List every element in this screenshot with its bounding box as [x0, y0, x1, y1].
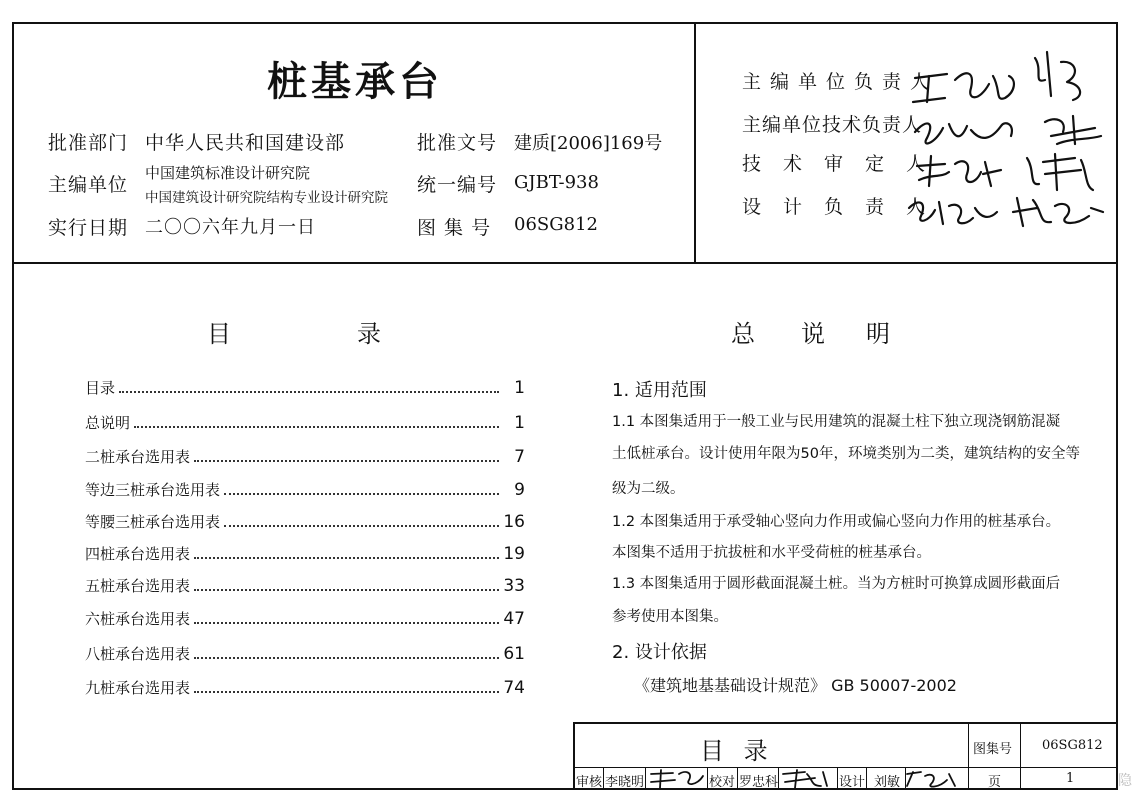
toc-heading-char-2: 录 — [357, 320, 381, 348]
toc-leader-dots — [194, 691, 499, 693]
effective-date-label: 实行日期 — [48, 217, 129, 239]
atlas-no-label: 图 集 号 — [417, 217, 492, 239]
page-label: 页 — [988, 775, 1002, 790]
unified-no-value: GJBT-938 — [514, 172, 599, 193]
title-block-signatures — [645, 768, 970, 790]
toc-item-page: 47 — [503, 609, 525, 629]
check-label: 校对 — [709, 775, 736, 790]
chief-editor-value-1: 中国建筑标准设计研究院 — [145, 164, 311, 182]
toc-item[interactable] — [85, 409, 525, 433]
reference-standard: 《建筑地基基础设计规范》 GB 50007-2002 — [634, 676, 957, 695]
toc-item[interactable] — [85, 476, 525, 500]
toc-leader-dots — [194, 460, 499, 462]
general-heading-char-2: 说 — [801, 320, 825, 348]
unified-no-label: 统一编号 — [417, 174, 498, 196]
toc-item-page: 9 — [514, 480, 525, 500]
title-block-title: 目 录 — [700, 737, 774, 765]
atlas-title: 桩基承台 — [267, 59, 443, 105]
toc-item[interactable] — [85, 443, 525, 467]
title-block-top — [573, 722, 1118, 724]
para-1-2-line-2: 本图集不适用于抗拔桩和水平受荷桩的桩基承台。 — [612, 545, 931, 561]
toc-heading-char-1: 目 — [207, 320, 231, 348]
toc-leader-dots — [224, 525, 499, 527]
toc-item-label: 四桩承台选用表 — [85, 545, 191, 563]
tb-sep — [603, 767, 604, 790]
signatures — [905, 40, 1115, 230]
toc-item-page: 1 — [514, 413, 525, 433]
design-label: 设计 — [839, 775, 866, 790]
toc-item-page: 19 — [503, 544, 525, 564]
check-name: 罗忠科 — [739, 775, 779, 790]
title-block-left — [573, 722, 575, 790]
corner-mark: 隐 — [1118, 773, 1132, 789]
para-1-3-line-1: 1.3 本图集适用于圆形截面混凝土桩。当为方桩时可换算成圆形截面后 — [612, 576, 1061, 592]
toc-item-page: 7 — [514, 447, 525, 467]
signature-unit-head — [913, 52, 1080, 102]
unit-head-label: 主编单位负责人 — [742, 71, 939, 93]
header-vertical-divider — [694, 22, 696, 263]
signature-tech-review — [917, 154, 1093, 190]
toc-item-page: 33 — [503, 576, 525, 596]
toc-item-label: 等腰三桩承台选用表 — [85, 513, 221, 531]
approval-doc-label: 批准文号 — [417, 132, 498, 154]
toc-item-page: 61 — [503, 644, 525, 664]
signature-tech-head — [915, 116, 1101, 144]
atlas-label: 图集号 — [973, 742, 1013, 757]
approval-doc-value: 建质[2006]169号 — [514, 133, 663, 154]
toc-item-label: 目录 — [85, 379, 116, 397]
tech-head-label: 主编单位技术负责人 — [742, 114, 923, 136]
page-value: 1 — [1066, 771, 1075, 786]
section-2-title: 2. 设计依据 — [612, 642, 707, 663]
toc-item-label: 六桩承台选用表 — [85, 610, 191, 628]
atlas-no-value: 06SG812 — [514, 214, 598, 235]
toc-item[interactable] — [85, 508, 525, 532]
toc-leader-dots — [194, 622, 499, 624]
general-heading-char-1: 总 — [731, 320, 755, 348]
toc-leader-dots — [194, 557, 499, 559]
chief-editor-value-2: 中国建筑设计研究院结构专业设计研究院 — [145, 190, 388, 206]
para-1-1-line-2: 土低桩承台。设计使用年限为50年，环境类别为二类，建筑结构的安全等 — [612, 446, 1080, 462]
toc-item[interactable] — [85, 674, 525, 698]
design-name: 刘敏 — [874, 775, 901, 790]
toc-item-label: 五桩承台选用表 — [85, 577, 191, 595]
title-block-divider-2 — [1020, 722, 1021, 790]
atlas-value: 06SG812 — [1042, 738, 1103, 753]
toc-item-label: 九桩承台选用表 — [85, 679, 191, 697]
toc-item-page: 74 — [503, 678, 525, 698]
signature-design-head — [909, 198, 1103, 226]
header-divider — [12, 262, 1118, 264]
toc-item-label: 等边三桩承台选用表 — [85, 481, 221, 499]
toc-leader-dots — [224, 493, 499, 495]
toc-leader-dots — [134, 426, 499, 428]
section-1-title: 1. 适用范围 — [612, 380, 707, 401]
toc-item[interactable] — [85, 572, 525, 596]
para-1-3-line-2: 参考使用本图集。 — [612, 609, 728, 625]
toc-item[interactable] — [85, 540, 525, 564]
approval-dept-label: 批准部门 — [48, 132, 129, 154]
para-1-1-line-3: 级为二级。 — [612, 481, 685, 497]
toc-item-label: 八桩承台选用表 — [85, 645, 191, 663]
toc-item[interactable] — [85, 374, 525, 398]
toc-item-page: 16 — [503, 512, 525, 532]
toc-item-label: 总说明 — [85, 414, 131, 432]
review-label: 审核 — [576, 775, 603, 790]
effective-date-value: 二〇〇六年九月一日 — [145, 217, 316, 238]
approval-dept-value: 中华人民共和国建设部 — [145, 132, 346, 154]
toc-leader-dots — [194, 589, 499, 591]
general-heading-char-3: 明 — [866, 320, 890, 348]
chief-editor-label: 主编单位 — [48, 174, 129, 196]
design-head-label: 设计负责人 — [742, 196, 948, 218]
toc-item[interactable] — [85, 640, 525, 664]
toc-item-label: 二桩承台选用表 — [85, 448, 191, 466]
tech-review-label: 技术审定人 — [742, 153, 948, 175]
review-name: 李晓明 — [605, 775, 645, 790]
toc-item-page: 1 — [514, 378, 525, 398]
para-1-2-line-1: 1.2 本图集适用于承受轴心竖向力作用或偏心竖向力作用的桩基承台。 — [612, 514, 1061, 530]
para-1-1-line-1: 1.1 本图集适用于一般工业与民用建筑的混凝土柱下独立现浇钢筋混凝 — [612, 414, 1061, 430]
toc-item[interactable] — [85, 605, 525, 629]
toc-leader-dots — [194, 657, 499, 659]
toc-leader-dots — [119, 391, 499, 393]
